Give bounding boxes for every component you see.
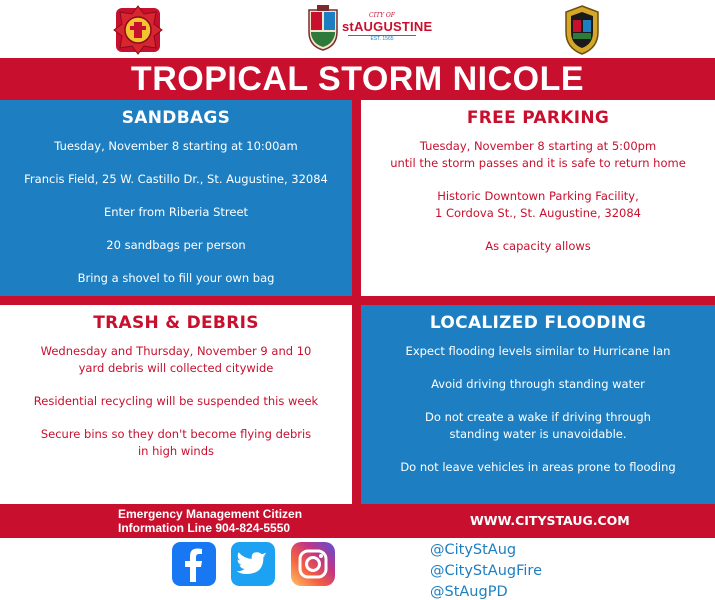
trash-line: Wednesday and Thursday, November 9 and 10 bbox=[40, 344, 312, 358]
city-wordmark-est: EST. 1565 bbox=[348, 35, 416, 42]
city-wordmark bbox=[342, 12, 433, 42]
city-shield-logo bbox=[305, 4, 341, 52]
parking-line: Historic Downtown Parking Facility, bbox=[437, 189, 639, 203]
info-line-1: Emergency Management Citizen bbox=[118, 507, 303, 521]
flooding-heading: LOCALIZED FLOODING bbox=[429, 313, 647, 333]
trash-line: Residential recycling will be suspended this week bbox=[33, 394, 319, 408]
fire-department-logo bbox=[112, 4, 164, 56]
trash-bins bbox=[0, 426, 352, 460]
trash-line: Secure bins so they don't become flying debris bbox=[40, 427, 312, 441]
sandbags-heading: SANDBAGS bbox=[121, 108, 231, 128]
parking-line: 1 Cordova St., St. Augustine, 32084 bbox=[434, 206, 641, 220]
social-handles bbox=[430, 540, 542, 600]
website-link[interactable]: WWW.CITYSTAUG.COM bbox=[470, 513, 630, 528]
flooding-line: Do not create a wake if driving through bbox=[425, 410, 651, 424]
info-line-2: Information Line 904-824-5550 bbox=[118, 521, 291, 535]
sandbags-line: Enter from Riberia Street bbox=[103, 205, 249, 219]
sandbags-line: 20 sandbags per person bbox=[106, 238, 246, 252]
trash-heading: TRASH & DEBRIS bbox=[93, 313, 259, 333]
trash-panel bbox=[0, 305, 352, 504]
city-wordmark-small: CITY OF bbox=[369, 12, 395, 19]
parking-panel bbox=[361, 100, 715, 296]
info-line bbox=[118, 507, 302, 535]
facebook-icon[interactable] bbox=[172, 542, 216, 586]
handle-police[interactable]: @StAugPD bbox=[430, 584, 508, 600]
sandbags-line: Bring a shovel to fill your own bag bbox=[77, 271, 275, 285]
trash-line: in high winds bbox=[137, 444, 215, 458]
flooding-wake bbox=[361, 409, 715, 443]
page-title: TROPICAL STORM NICOLE bbox=[0, 58, 715, 100]
flooding-panel bbox=[361, 305, 715, 504]
parking-heading: FREE PARKING bbox=[466, 108, 610, 128]
parking-line: As capacity allows bbox=[485, 239, 591, 253]
flooding-line: standing water is unavoidable. bbox=[449, 427, 627, 441]
flooding-line: Expect flooding levels similar to Hurricane Ian bbox=[405, 344, 671, 358]
flooding-line: Do not leave vehicles in areas prone to flooding bbox=[400, 460, 676, 474]
handle-city[interactable]: @CityStAug bbox=[430, 542, 517, 558]
parking-time bbox=[361, 138, 715, 172]
parking-line: Tuesday, November 8 starting at 5:00pm bbox=[419, 139, 657, 153]
instagram-icon[interactable] bbox=[291, 542, 335, 586]
city-wordmark-name: stAUGUSTINE bbox=[342, 19, 433, 34]
parking-line: until the storm passes and it is safe to return home bbox=[390, 156, 686, 170]
footer-bar bbox=[0, 504, 715, 538]
sandbags-line: Francis Field, 25 W. Castillo Dr., St. Augustine, 32084 bbox=[24, 172, 328, 186]
parking-location bbox=[361, 188, 715, 222]
trash-schedule bbox=[0, 343, 352, 377]
handle-fire[interactable]: @CityStAugFire bbox=[430, 563, 542, 579]
sandbags-panel bbox=[0, 100, 352, 296]
police-badge-logo bbox=[562, 4, 602, 56]
sandbags-line: Tuesday, November 8 starting at 10:00am bbox=[54, 139, 298, 153]
logo-bar bbox=[0, 0, 715, 58]
flooding-line: Avoid driving through standing water bbox=[431, 377, 645, 391]
twitter-icon[interactable] bbox=[231, 542, 275, 586]
trash-line: yard debris will collected citywide bbox=[78, 361, 274, 375]
